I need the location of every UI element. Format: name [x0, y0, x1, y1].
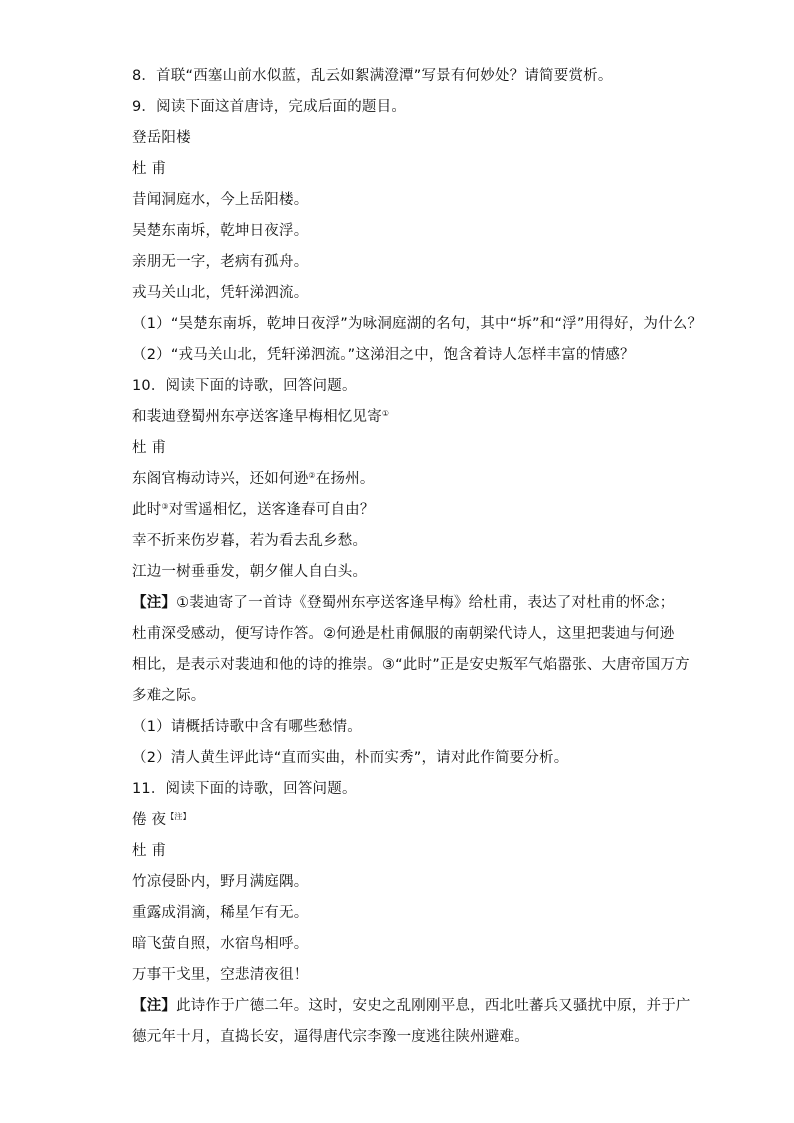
question-10-1: （1）请概括诗歌中含有哪些愁情。 — [132, 719, 362, 735]
poem3-note-text-1: 此诗作于广德二年。这时，安史之乱刚刚平息，西北吐蕃兵又骚扰中原，并于广 — [176, 998, 691, 1014]
poem2-title-note-mark: ① — [381, 409, 390, 418]
poem2-line-1 — [132, 469, 375, 491]
question-9-2: （2）“戎马关山北，凭轩涕泗流。”这涕泪之中，饱含着诗人怎样丰富的情感？ — [132, 347, 635, 363]
poem2-line-4: 江边一树垂垂发，朝夕催人自白头。 — [132, 564, 368, 580]
poem2-title — [132, 407, 389, 429]
poem2-note-line-4: 多难之际。 — [132, 688, 206, 704]
question-11: 11．阅读下面的诗歌，回答问题。 — [132, 781, 357, 797]
poem2-line-2-b: 对雪遥相忆，送客逢春可自由？ — [168, 502, 375, 518]
poem2-line-1-a: 东阁官梅动诗兴，还如何逊 — [132, 471, 309, 487]
poem2-line-2-note-mark: ③ — [161, 502, 169, 511]
poem2-line-3: 幸不折来伤岁暮，若为看去乱乡愁。 — [132, 533, 368, 549]
poem3-line-1: 竹凉侵卧内，野月满庭隅。 — [132, 874, 309, 890]
poem2-line-2 — [132, 500, 375, 522]
poem2-line-1-note-mark: ② — [308, 471, 316, 480]
poem2-note-text-1: ①裴迪寄了一首诗《登蜀州东亭送客逢早梅》给杜甫，表达了对杜甫的怀念； — [176, 595, 675, 611]
poem1-line-4: 戎马关山北，凭轩涕泗流。 — [132, 285, 309, 301]
poem3-line-3: 暗飞萤自照，水宿鸟相呼。 — [132, 936, 309, 952]
poem3-author: 杜 甫 — [132, 843, 167, 859]
poem1-line-2: 吴楚东南坼，乾坤日夜浮。 — [132, 223, 309, 239]
poem3-title — [132, 810, 191, 832]
poem2-note-line-3: 相比，是表示对裴迪和他的诗的推崇。③“此时”正是安史叛军气焰嚣张、大唐帝国万方 — [132, 657, 690, 673]
poem2-title-text: 和裴迪登蜀州东亭送客逢早梅相忆见寄 — [132, 409, 382, 425]
poem1-author: 杜 甫 — [132, 161, 167, 177]
poem3-title-text: 倦 夜 — [132, 812, 167, 828]
question-8: 8．首联“西塞山前水似蓝，乱云如絮满澄潭”写景有何妙处？请简要赏析。 — [132, 68, 613, 84]
poem3-note-line-1 — [132, 996, 691, 1016]
poem2-line-2-a: 此时 — [132, 502, 162, 518]
question-10: 10．阅读下面的诗歌，回答问题。 — [132, 378, 357, 394]
poem3-note-tag: 【注】 — [132, 998, 177, 1014]
question-9-1: （1）“吴楚东南坼，乾坤日夜浮”为咏洞庭湖的名句，其中“坼”和“浮”用得好，为什么？ — [132, 316, 703, 332]
poem1-line-1: 昔闻洞庭水，今上岳阳楼。 — [132, 192, 309, 208]
poem1-line-3: 亲朋无一字，老病有孤舟。 — [132, 254, 309, 270]
poem2-note-tag: 【注】 — [132, 595, 177, 611]
poem2-line-1-b: 在扬州。 — [315, 471, 375, 487]
poem3-note-line-2: 德元年十月，直捣长安，逼得唐代宗李豫一度逃往陕州避难。 — [132, 1029, 529, 1045]
poem3-line-4: 万事干戈里，空悲清夜徂！ — [132, 967, 309, 983]
question-10-2: （2）清人黄生评此诗“直而实曲，朴而实秀”，请对此作简要分析。 — [132, 750, 569, 766]
poem2-note-line-2: 杜甫深受感动，便写诗作答。②何逊是杜甫佩服的南朝梁代诗人，这里把裴迪与何逊 — [132, 626, 675, 642]
poem2-note-line-1 — [132, 593, 674, 613]
poem3-line-2: 重露成涓滴，稀星乍有无。 — [132, 905, 309, 921]
poem3-title-note-mark: 【注】 — [166, 812, 191, 821]
poem1-title: 登岳阳楼 — [132, 130, 191, 146]
question-9: 9．阅读下面这首唐诗，完成后面的题目。 — [132, 99, 407, 115]
poem2-author: 杜 甫 — [132, 440, 167, 456]
